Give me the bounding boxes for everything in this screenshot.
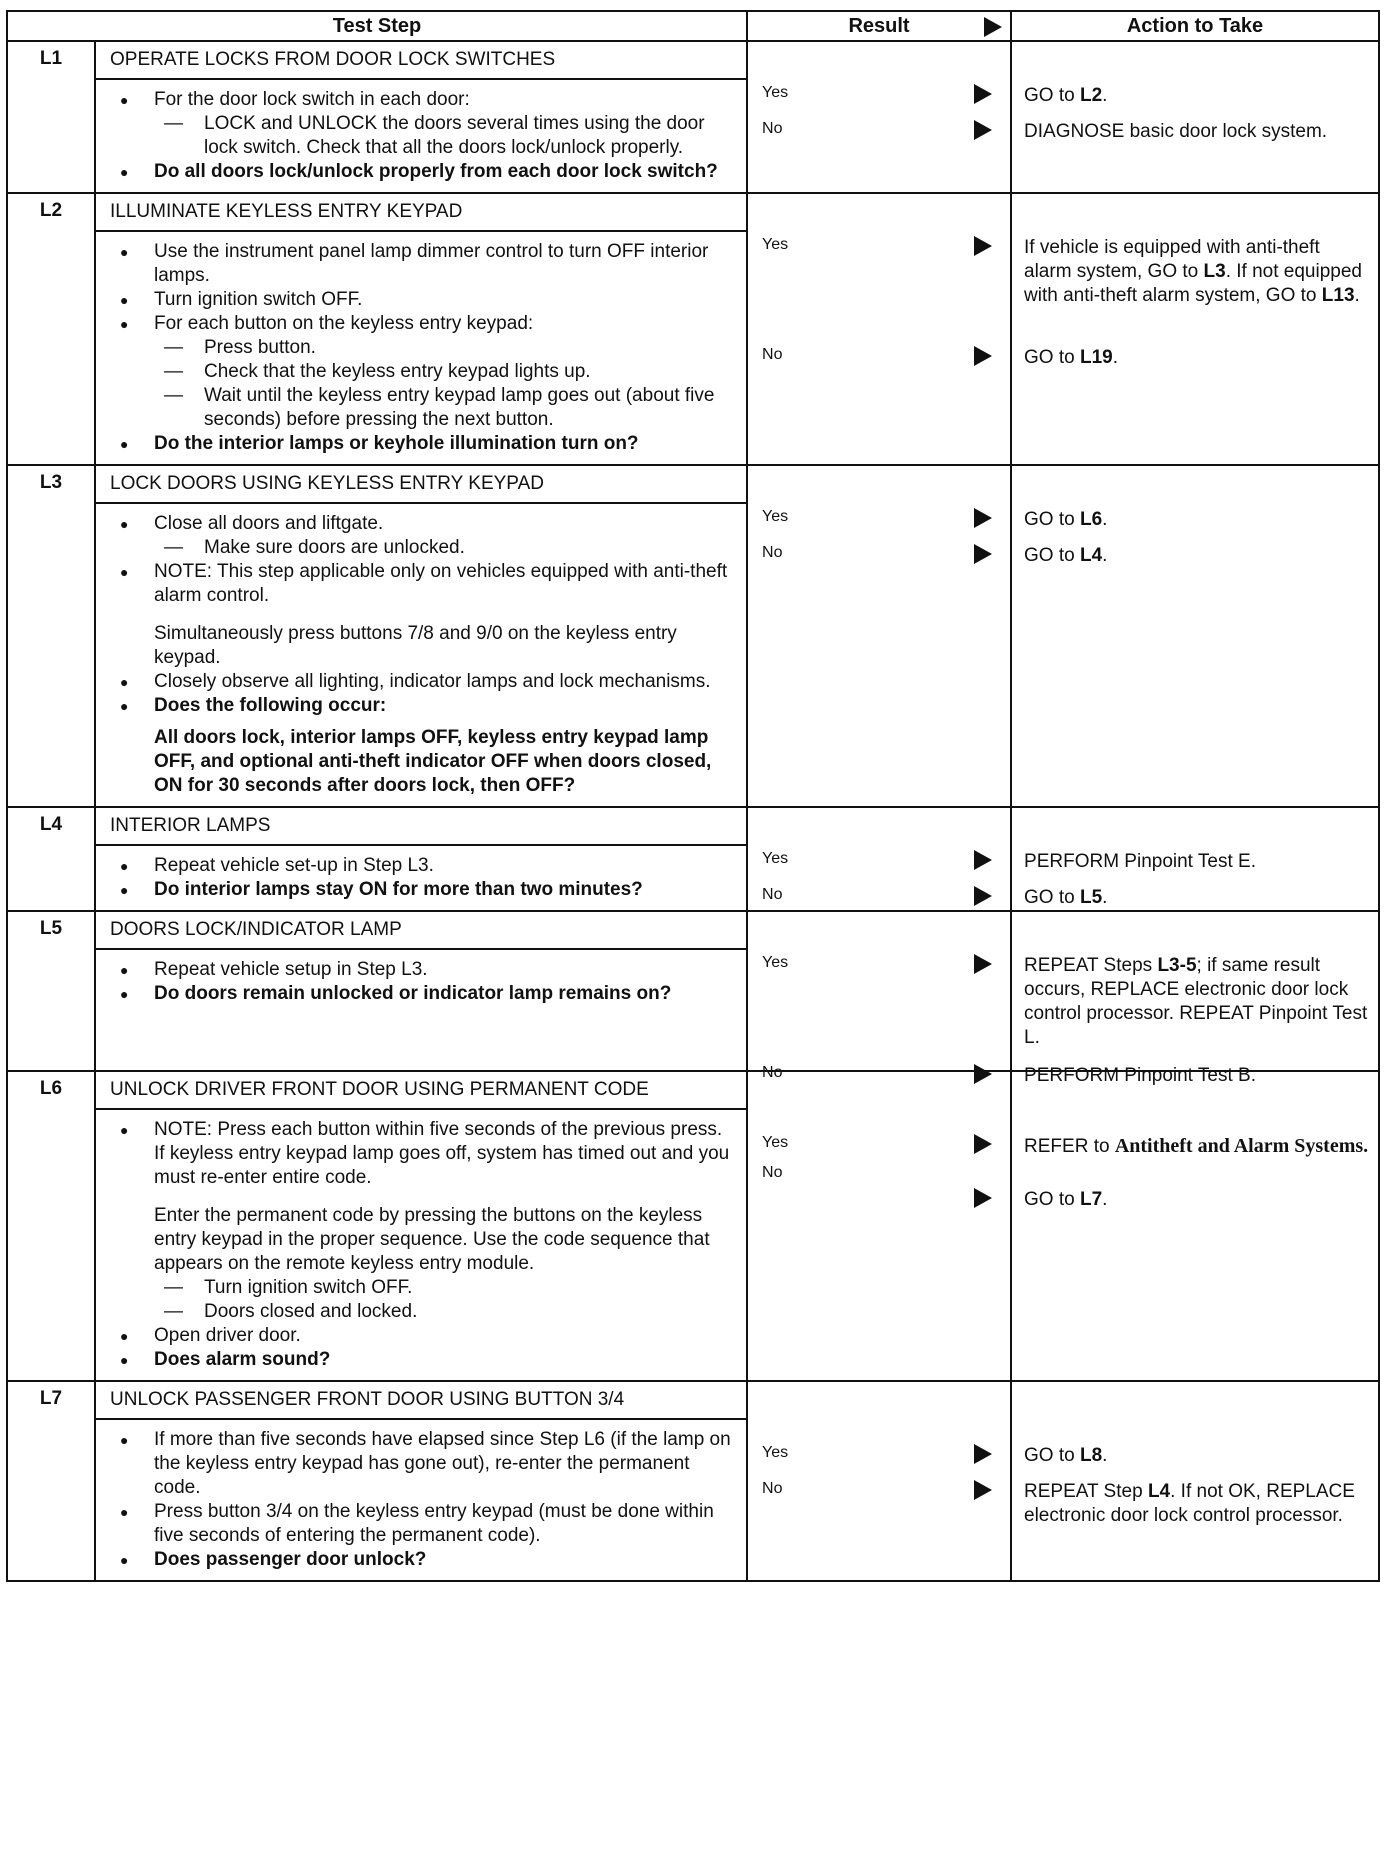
result-no (748, 1480, 1010, 1516)
action-no-ref: L5 (1079, 887, 1103, 908)
action-cell (1011, 807, 1379, 911)
result-cell (747, 465, 1011, 807)
result-no (748, 346, 1010, 382)
step-l2-title-row (7, 193, 1379, 231)
bullet: ● Closely observe all lighting, indicator lamps and lock mechanisms. (116, 670, 736, 694)
action-yes-text: REPEAT Steps (1024, 955, 1158, 976)
result-yes-label: Yes (762, 508, 789, 525)
action-yes-text: GO to (1024, 1445, 1080, 1466)
step-id: L7 (7, 1381, 95, 1419)
action-cell (1011, 41, 1379, 193)
action-yes-ref: L2 (1079, 85, 1103, 106)
result-cell (747, 911, 1011, 1081)
bullet-text: NOTE: This step applicable only on vehicles equipped with anti-theft alarm control. (154, 561, 728, 606)
step-title: UNLOCK PASSENGER FRONT DOOR USING BUTTON 3/4 (95, 1381, 747, 1419)
result-yes (748, 1444, 1010, 1480)
dash-item: — Press button. (154, 336, 736, 360)
step-title: DOORS LOCK/INDICATOR LAMP (95, 911, 747, 949)
result-no-label: No (762, 544, 783, 561)
step-id: L3 (7, 465, 95, 503)
result-cell (747, 1381, 1011, 1581)
action-yes-text: GO to (1024, 85, 1080, 106)
result-cell (747, 1071, 1011, 1381)
result-yes (748, 850, 1010, 886)
bullet: ● Repeat vehicle set-up in Step L3. (116, 854, 736, 878)
bullet: ● If more than five seconds have elapsed since Step L6 (if the lamp on the keyless entry keypad has gone out), re-enter the permanent code. (116, 1428, 736, 1500)
step-l7-title-row (7, 1381, 1379, 1419)
action-yes: If vehicle is equipped with anti-theft alarm system, GO to L3. If not equipped with anti-theft alarm system, GO to L13. (1024, 237, 1362, 306)
action-yes-ref: L6 (1079, 509, 1103, 530)
arrow-icon (974, 346, 992, 366)
header-result (747, 11, 1011, 41)
dash-item: — Doors closed and locked. (154, 1300, 736, 1324)
action-no-text: GO to (1024, 347, 1080, 368)
step-id-spacer (7, 79, 95, 193)
step-l4-title-row (7, 807, 1379, 845)
arrow-icon (974, 544, 992, 564)
result-no (748, 544, 1010, 580)
action-no (1024, 1480, 1372, 1528)
result-yes (748, 84, 1010, 120)
result-yes (748, 1134, 1010, 1164)
action-yes-text-2: If not equipped with anti-theft alarm system, GO to (1024, 261, 1362, 306)
bullet-text: Close all doors and liftgate. (154, 513, 384, 534)
action-yes: GO to L6. (1024, 509, 1108, 530)
result-yes-label: Yes (762, 84, 789, 101)
action-cell (1011, 1381, 1379, 1581)
action-yes (1024, 1134, 1372, 1188)
step-body (95, 1419, 747, 1581)
step-id: L6 (7, 1071, 95, 1109)
action-yes-ref-2: L13 (1321, 285, 1355, 306)
action-no-ref: L7 (1079, 1189, 1103, 1210)
step-id-spacer (7, 1109, 95, 1381)
bullet: ● Repeat vehicle setup in Step L3. (116, 958, 736, 982)
action-no-text-2: . If not OK, REPLACE electronic door lock control processor. (1024, 1481, 1355, 1526)
result-cell (747, 807, 1011, 911)
step-id-spacer (7, 503, 95, 807)
result-yes (748, 954, 1010, 1064)
action-yes-text: GO to (1024, 509, 1080, 530)
result-cell (747, 193, 1011, 465)
result-no-label: No (762, 1480, 783, 1497)
step-title: INTERIOR LAMPS (95, 807, 747, 845)
bullet (116, 1118, 736, 1324)
action-yes: GO to L8. (1024, 1445, 1108, 1466)
action-no: GO to L4. (1024, 545, 1108, 566)
bullet: ● Open driver door. (116, 1324, 736, 1348)
action-yes (1024, 954, 1372, 1064)
bullet-text: NOTE: Press each button within five seconds of the previous press. If keyless entry keypad lamp goes off, system has timed out and you must re-enter entire code. (154, 1119, 730, 1188)
step-l1-title-row (7, 41, 1379, 79)
result-no (748, 1164, 1010, 1194)
result-yes-label: Yes (762, 236, 789, 253)
bullet-text: Does the following occur: (154, 695, 387, 716)
result-cell (747, 41, 1011, 193)
step-l3-title-row (7, 465, 1379, 503)
action-no: GO to L7. (1024, 1189, 1108, 1210)
paragraph: All doors lock, interior lamps OFF, keyless entry keypad lamp OFF, and optional anti-theft indicator OFF when doors closed, ON for 30 seconds after doors lock, then OFF? (154, 727, 712, 796)
header-action: Action to Take (1011, 11, 1379, 41)
step-id-spacer (7, 845, 95, 911)
arrow-icon (974, 1134, 992, 1154)
header-test-step: Test Step (7, 11, 747, 41)
action-no: GO to L5. (1024, 887, 1108, 908)
result-yes-label: Yes (762, 1444, 789, 1461)
bullet (116, 312, 736, 432)
action-no-text: GO to (1024, 545, 1080, 566)
action-yes: PERFORM Pinpoint Test E. (1024, 851, 1256, 872)
step-id-spacer (7, 1419, 95, 1581)
action-no: PERFORM Pinpoint Test B. (1024, 1065, 1256, 1086)
result-yes (748, 236, 1010, 346)
dash-item: — Wait until the keyless entry keypad lamp goes out (about five seconds) before pressing the next button. (154, 384, 736, 432)
arrow-icon (974, 1444, 992, 1464)
dash-item: — Turn ignition switch OFF. (154, 1276, 736, 1300)
bullet-text: For the door lock switch in each door: (154, 89, 470, 110)
step-body (95, 949, 747, 1071)
arrow-icon (974, 508, 992, 528)
action-yes-ref: L3-5 (1157, 955, 1197, 976)
step-body (95, 231, 747, 465)
bullet (116, 512, 736, 560)
result-yes-label: Yes (762, 850, 789, 867)
step-id-spacer (7, 949, 95, 1071)
bullet: ● Press button 3/4 on the keyless entry keypad (must be done within five seconds of entering the permanent code). (116, 1500, 736, 1548)
action-yes-text: If vehicle is equipped with anti-theft alarm system, GO to (1024, 237, 1320, 282)
action-no: GO to L19. (1024, 347, 1119, 368)
bullet-question (116, 694, 736, 798)
step-l6-title-row (7, 1071, 1379, 1109)
header-result-label: Result (848, 14, 910, 37)
step-body (95, 845, 747, 911)
step-id: L4 (7, 807, 95, 845)
step-body (95, 79, 747, 193)
dash-item: — Make sure doors are unlocked. (154, 536, 736, 560)
action-yes-text: REFER to (1024, 1136, 1115, 1157)
bullet-question: ● Does alarm sound? (116, 1348, 736, 1372)
result-yes-label: Yes (762, 1134, 789, 1151)
action-cell (1011, 193, 1379, 465)
step-l5-title-row (7, 911, 1379, 949)
step-title: ILLUMINATE KEYLESS ENTRY KEYPAD (95, 193, 747, 231)
result-no-arrow (748, 1194, 1010, 1230)
paragraph: Enter the permanent code by pressing the buttons on the keyless entry keypad in the proper sequence. Use the code sequence that appears on the remote keyless entry module. (154, 1205, 710, 1274)
bullet-text: For each button on the keyless entry keypad: (154, 313, 534, 334)
step-id-spacer (7, 231, 95, 465)
result-no-label: No (762, 886, 783, 903)
test-step-table (6, 10, 1380, 1582)
step-id: L2 (7, 193, 95, 231)
result-yes-label: Yes (762, 954, 789, 971)
action-no-ref: L4 (1079, 545, 1103, 566)
action-no: DIAGNOSE basic door lock system. (1024, 121, 1328, 142)
arrow-icon (974, 84, 992, 104)
arrow-icon (974, 120, 992, 140)
bullet-question: ● Do interior lamps stay ON for more than two minutes? (116, 878, 736, 902)
action-no-ref: L19 (1079, 347, 1113, 368)
action-no-text: REPEAT Step (1024, 1481, 1148, 1502)
bullet-question: ● Do all doors lock/unlock properly from each door lock switch? (116, 160, 736, 184)
action-no-text: GO to (1024, 1189, 1080, 1210)
action-yes: GO to L2. (1024, 85, 1108, 106)
arrow-icon (974, 954, 992, 974)
action-yes-ref: L8 (1079, 1445, 1103, 1466)
document-page (6, 10, 1378, 1848)
bullet-question: ● Does passenger door unlock? (116, 1548, 736, 1572)
result-no-label: No (762, 1064, 783, 1081)
arrow-icon (974, 236, 992, 256)
bullet-question: ● Do the interior lamps or keyhole illumination turn on? (116, 432, 736, 456)
arrow-icon (974, 886, 992, 906)
step-body (95, 503, 747, 807)
bullet: ● Use the instrument panel lamp dimmer control to turn OFF interior lamps. (116, 240, 736, 288)
result-no-label: No (762, 1164, 783, 1181)
result-no-label: No (762, 120, 783, 137)
bullet (116, 88, 736, 160)
step-title: UNLOCK DRIVER FRONT DOOR USING PERMANENT CODE (95, 1071, 747, 1109)
step-body (95, 1109, 747, 1381)
bullet-question: ● Do doors remain unlocked or indicator lamp remains on? (116, 982, 736, 1006)
table-header-row (7, 11, 1379, 41)
action-cell (1011, 1071, 1379, 1381)
result-yes (748, 508, 1010, 544)
arrow-icon (974, 1188, 992, 1208)
header-arrow-icon (984, 17, 1002, 37)
result-no (748, 120, 1010, 156)
result-no-label: No (762, 346, 783, 363)
action-cell (1011, 911, 1379, 1086)
dash-item: — Check that the keyless entry keypad lights up. (154, 360, 736, 384)
arrow-icon (974, 1480, 992, 1500)
step-id: L1 (7, 41, 95, 79)
action-yes-ref: Antitheft and Alarm Systems. (1114, 1135, 1369, 1157)
action-no-text: GO to (1024, 887, 1080, 908)
action-yes-text-2: ; if same result occurs, REPLACE electronic door lock control processor. REPEAT Pinpoint Test L. (1024, 955, 1368, 1048)
step-id: L5 (7, 911, 95, 949)
action-no-ref: L4 (1147, 1481, 1171, 1502)
action-yes-ref: L3 (1203, 261, 1226, 282)
step-title: LOCK DOORS USING KEYLESS ENTRY KEYPAD (95, 465, 747, 503)
action-cell (1011, 465, 1379, 807)
bullet (116, 560, 736, 670)
paragraph: Simultaneously press buttons 7/8 and 9/0 on the keyless entry keypad. (154, 623, 677, 668)
dash-item: — LOCK and UNLOCK the doors several times using the door lock switch. Check that all the doors lock/unlock properly. (154, 112, 736, 160)
arrow-icon (974, 850, 992, 870)
step-title: OPERATE LOCKS FROM DOOR LOCK SWITCHES (95, 41, 747, 79)
bullet: ● Turn ignition switch OFF. (116, 288, 736, 312)
